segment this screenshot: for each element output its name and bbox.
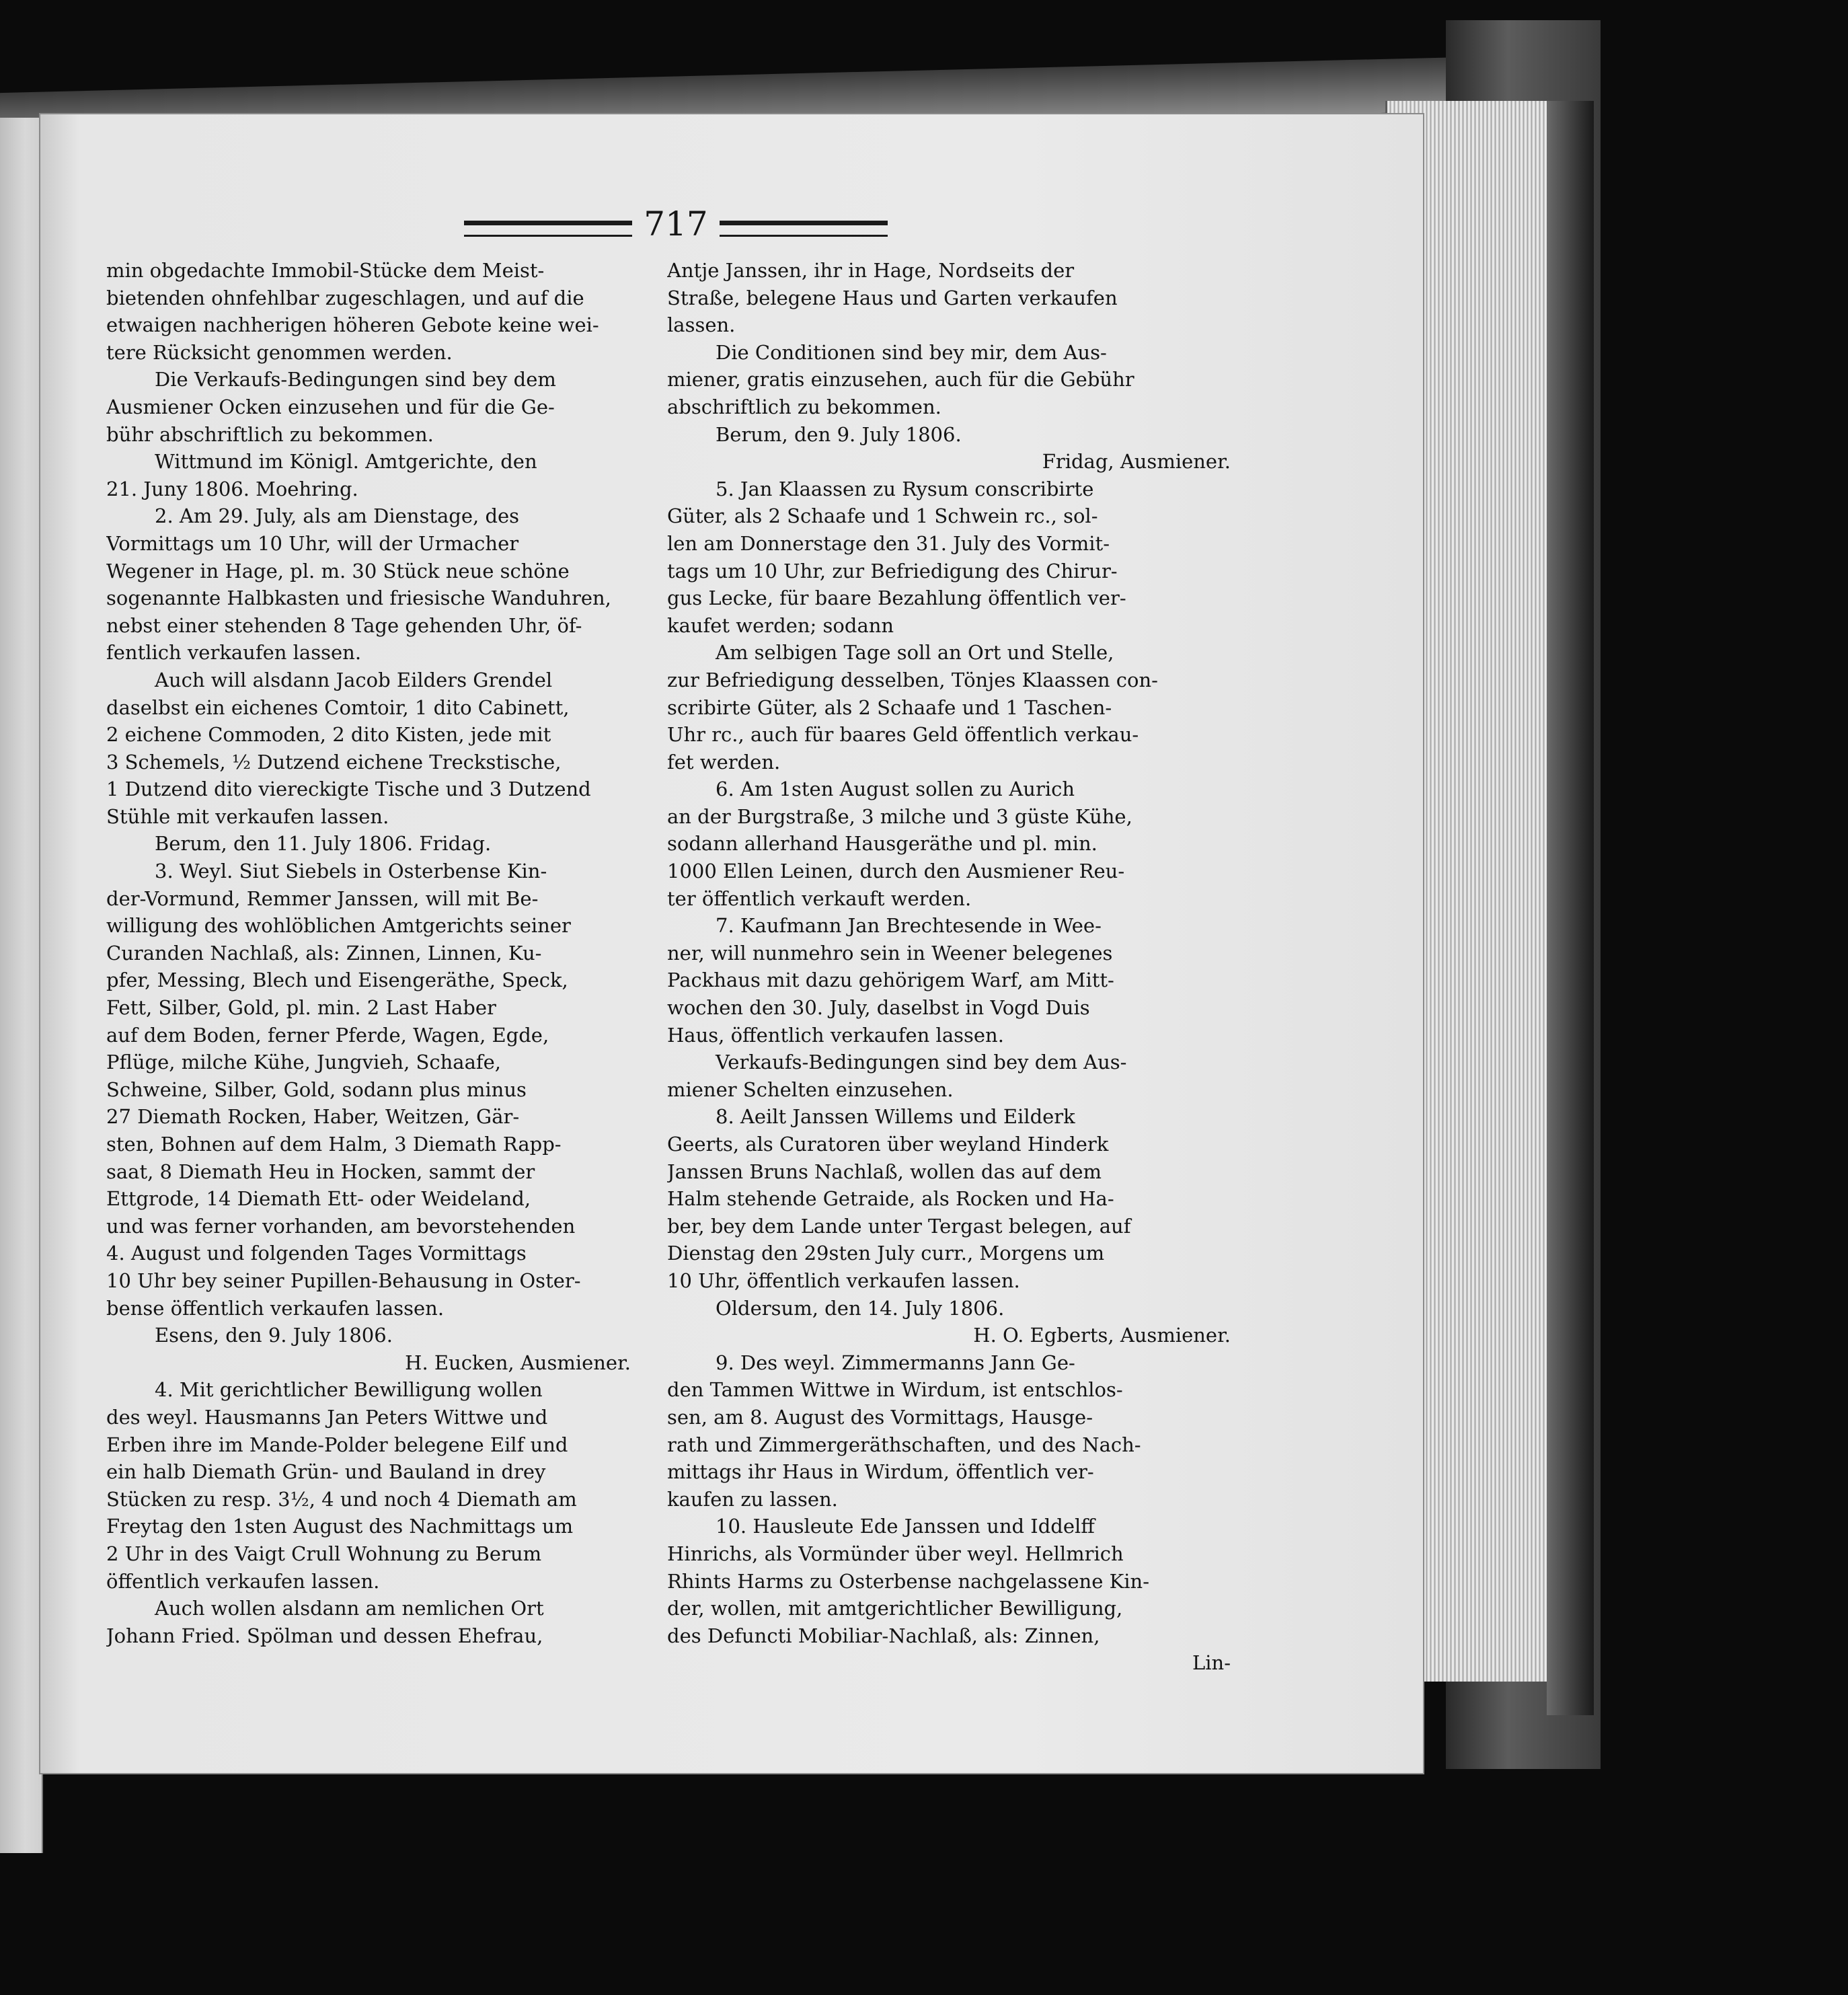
header-rule-left	[464, 221, 632, 237]
text-line: bietenden ohnfehlbar zugeschlagen, und auf die	[106, 286, 584, 309]
text-line: 8. Aeilt Janssen Willems und Eilderk	[716, 1105, 1075, 1129]
text-line: sogenannte Halbkasten und friesische Wanduhren,	[106, 587, 611, 610]
text-line: Packhaus mit dazu gehörigem Warf, am Mitt-	[667, 969, 1114, 992]
text-line: lassen.	[667, 313, 736, 337]
text-line: 2 eichene Commoden, 2 dito Kisten, jede mit	[106, 723, 551, 747]
text-line: 4. August und folgenden Tages Vormittags	[106, 1242, 527, 1265]
text-line: Uhr rc., auch für baares Geld öffentlich verkau-	[667, 723, 1139, 747]
text-line: der-Vormund, Remmer Janssen, will mit Be-	[106, 887, 539, 910]
text-line: H. Eucken, Ausmiener.	[405, 1351, 631, 1374]
text-line: scribirte Güter, als 2 Schaafe und 1 Taschen-	[667, 695, 1112, 719]
text-line: 1 Dutzend dito viereckigte Tische und 3 Dutzend	[106, 778, 591, 801]
text-line: fet werden.	[667, 750, 781, 774]
text-line: 2. Am 29. July, als am Dienstage, des	[155, 504, 520, 528]
text-line: rath und Zimmergeräthschaften, und des Nach-	[667, 1433, 1141, 1456]
text-line: an der Burgstraße, 3 milche und 3 güste Kühe,	[667, 804, 1132, 828]
page-number: 717	[644, 204, 708, 243]
text-line: Auch will alsdann Jacob Eilders Grendel	[155, 668, 553, 691]
text-line: Haus, öffentlich verkaufen lassen.	[667, 1023, 1004, 1047]
text-line: abschriftlich zu bekommen.	[667, 395, 941, 418]
text-line: und was ferner vorhanden, am bevorstehenden	[106, 1214, 576, 1238]
text-line: wochen den 30. July, daselbst in Vogd Duis	[667, 996, 1090, 1020]
text-line: Esens, den 9. July 1806.	[155, 1324, 393, 1347]
text-line: ner, will nunmehro sein in Weener belegenes	[667, 941, 1113, 965]
text-line: Berum, den 9. July 1806.	[716, 422, 962, 446]
text-line: 10 Uhr, öffentlich verkaufen lassen.	[667, 1269, 1020, 1292]
header-rule-right	[720, 221, 888, 237]
text-line: Hinrichs, als Vormünder über weyl. Hellmrich	[667, 1542, 1124, 1565]
text-line: 1000 Ellen Leinen, durch den Ausmiener Reu-	[667, 860, 1125, 883]
text-line: daselbst ein eichenes Comtoir, 1 dito Cabinett,	[106, 695, 570, 719]
text-line: zur Befriedigung desselben, Tönjes Klaassen con-	[667, 668, 1158, 691]
text-line: Straße, belegene Haus und Garten verkaufen	[667, 286, 1118, 309]
text-line: 7. Kaufmann Jan Brechtesende in Wee-	[716, 914, 1102, 938]
text-line: ein halb Diemath Grün- und Bauland in drey	[106, 1460, 546, 1484]
text-line: Janssen Bruns Nachlaß, wollen das auf dem	[667, 1160, 1102, 1183]
text-line: etwaigen nachherigen höheren Gebote keine wei-	[106, 313, 599, 337]
text-line: nebst einer stehenden 8 Tage gehenden Uhr, öf-	[106, 613, 582, 637]
text-line: willigung des wohlöblichen Amtgerichts seiner	[106, 914, 571, 938]
text-line: 3. Weyl. Siut Siebels in Osterbense Kin-	[155, 860, 547, 883]
text-line: Wittmund im Königl. Amtgerichte, den	[155, 450, 537, 474]
text-line: Ettgrode, 14 Diemath Ett- oder Weideland,	[106, 1187, 531, 1211]
text-line: Stücken zu resp. 3½, 4 und noch 4 Diemath am	[106, 1487, 577, 1511]
text-line: sen, am 8. August des Vormittags, Hausge-	[667, 1405, 1093, 1429]
text-line: Oldersum, den 14. July 1806.	[716, 1296, 1005, 1320]
facing-page-strip	[0, 118, 43, 1853]
text-line: Erben ihre im Mande-Polder belegene Eilf und	[106, 1433, 568, 1456]
text-line: saat, 8 Diemath Heu in Hocken, sammt der	[106, 1160, 535, 1183]
text-line: tere Rücksicht genommen werden.	[106, 340, 453, 364]
text-line: 27 Diemath Rocken, Haber, Weitzen, Gär-	[106, 1105, 520, 1129]
text-line: Rhints Harms zu Osterbense nachgelassene Kin-	[667, 1569, 1150, 1593]
text-line: 21. Juny 1806. Moehring.	[106, 477, 358, 500]
text-line: ber, bey dem Lande unter Tergast belegen, auf	[667, 1214, 1131, 1238]
text-line: des Defuncti Mobiliar-Nachlaß, als: Zinnen,	[667, 1624, 1100, 1647]
text-line: Die Verkaufs-Bedingungen sind bey dem	[155, 368, 556, 391]
text-line: Wegener in Hage, pl. m. 30 Stück neue schöne	[106, 559, 570, 582]
text-line: bense öffentlich verkaufen lassen.	[106, 1296, 445, 1320]
text-line: 10 Uhr bey seiner Pupillen-Behausung in Oster-	[106, 1269, 581, 1292]
left-text-column	[106, 257, 631, 1649]
text-line: auf dem Boden, ferner Pferde, Wagen, Egde,	[106, 1023, 549, 1047]
text-line: tags um 10 Uhr, zur Befriedigung des Chirur-	[667, 559, 1118, 582]
text-line: Schweine, Silber, Gold, sodann plus minus	[106, 1078, 527, 1101]
text-line: Verkaufs-Bedingungen sind bey dem Aus-	[716, 1051, 1127, 1074]
text-line: Pflüge, milche Kühe, Jungvieh, Schaafe,	[106, 1051, 501, 1074]
page-header	[464, 204, 888, 249]
text-line: len am Donnerstage den 31. July des Vormit-	[667, 531, 1110, 555]
text-line: mittags ihr Haus in Wirdum, öffentlich ver-	[667, 1460, 1094, 1484]
text-line: Dienstag den 29sten July curr., Morgens um	[667, 1242, 1105, 1265]
text-line: der, wollen, mit amtgerichtlicher Bewilligung,	[667, 1597, 1123, 1620]
text-line: den Tammen Wittwe in Wirdum, ist entschlos-	[667, 1378, 1123, 1402]
text-line: kaufen zu lassen.	[667, 1487, 838, 1511]
text-line: Auch wollen alsdann am nemlichen Ort	[155, 1597, 544, 1620]
text-line: kaufet werden; sodann	[667, 613, 894, 637]
text-line: gus Lecke, für baare Bezahlung öffentlich ver-	[667, 587, 1126, 610]
text-line: miener Schelten einzusehen.	[667, 1078, 954, 1101]
text-line: Lin-	[1192, 1651, 1231, 1675]
right-text-column	[667, 257, 1231, 1677]
text-line: sten, Bohnen auf dem Halm, 3 Diemath Rapp-	[106, 1133, 562, 1156]
text-line: 6. Am 1sten August sollen zu Aurich	[716, 778, 1075, 801]
text-line: bühr abschriftlich zu bekommen.	[106, 422, 434, 446]
text-line: 4. Mit gerichtlicher Bewilligung wollen	[155, 1378, 543, 1402]
text-line: 9. Des weyl. Zimmermanns Jann Ge-	[716, 1351, 1075, 1374]
text-line: Halm stehende Getraide, als Rocken und Ha-	[667, 1187, 1114, 1211]
text-line: Freytag den 1sten August des Nachmittags um	[106, 1515, 574, 1538]
text-line: pfer, Messing, Blech und Eisengeräthe, Speck,	[106, 969, 568, 992]
text-line: Fridag, Ausmiener.	[1042, 450, 1231, 474]
text-line: des weyl. Hausmanns Jan Peters Wittwe und	[106, 1405, 548, 1429]
text-line: sodann allerhand Hausgeräthe und pl. min.	[667, 832, 1098, 856]
text-line: 3 Schemels, ½ Dutzend eichene Treckstische,	[106, 750, 562, 774]
text-line: min obgedachte Immobil-Stücke dem Meist-	[106, 259, 545, 282]
text-line: 5. Jan Klaassen zu Rysum conscribirte	[716, 477, 1094, 500]
text-line: Am selbigen Tage soll an Ort und Stelle,	[716, 641, 1114, 665]
text-line: Geerts, als Curatoren über weyland Hinderk	[667, 1133, 1109, 1156]
text-line: Stühle mit verkaufen lassen.	[106, 804, 389, 828]
text-line: Güter, als 2 Schaafe und 1 Schwein rc., sol-	[667, 504, 1098, 528]
text-line: Fett, Silber, Gold, pl. min. 2 Last Haber	[106, 996, 496, 1020]
text-line: H. O. Egberts, Ausmiener.	[973, 1324, 1231, 1347]
text-line: öffentlich verkaufen lassen.	[106, 1569, 380, 1593]
text-line: Vormittags um 10 Uhr, will der Urmacher	[106, 531, 519, 555]
text-line: miener, gratis einzusehen, auch für die Gebühr	[667, 368, 1134, 391]
text-line: Die Conditionen sind bey mir, dem Aus-	[716, 340, 1107, 364]
text-line: fentlich verkaufen lassen.	[106, 641, 362, 665]
text-line: 10. Hausleute Ede Janssen und Iddelff	[716, 1515, 1095, 1538]
page-block-shadow	[1547, 101, 1594, 1715]
text-line: Johann Fried. Spölman und dessen Ehefrau,	[106, 1624, 543, 1647]
text-line: Curanden Nachlaß, als: Zinnen, Linnen, Ku-	[106, 941, 542, 965]
text-line: 2 Uhr in des Vaigt Crull Wohnung zu Berum	[106, 1542, 542, 1565]
text-line: Berum, den 11. July 1806. Fridag.	[155, 832, 492, 856]
text-line: Antje Janssen, ihr in Hage, Nordseits der	[667, 259, 1075, 282]
text-line: ter öffentlich verkauft werden.	[667, 887, 972, 910]
text-line: Ausmiener Ocken einzusehen und für die Ge-	[106, 395, 555, 418]
